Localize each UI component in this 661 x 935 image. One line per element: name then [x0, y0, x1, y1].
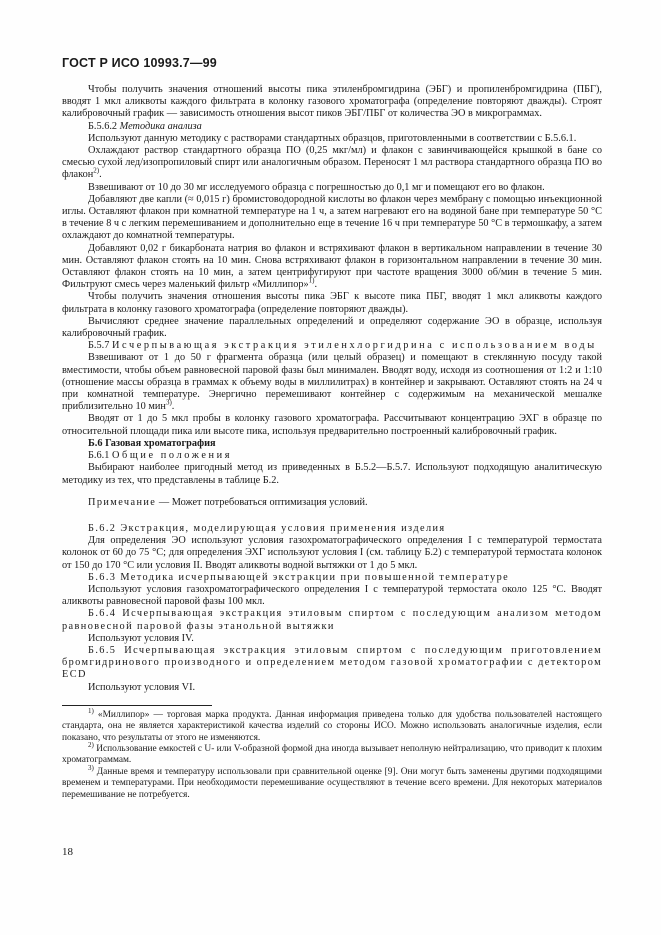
footnote-ref: 2) — [93, 167, 100, 175]
footnote-ref: 3) — [165, 398, 172, 407]
paragraph: Взвешивают от 10 до 30 мг исследуемого образца с погрешностью до 0,1 мг и помещают его во флакон. — [88, 181, 545, 193]
paragraph: Вычисляют среднее значение параллельных определений и определяют содержание ЭО в образце, используя калибровочный график. — [62, 315, 602, 340]
paragraph: Чтобы получить значения отношения высоты пика ЭБГ к высоте пика ПБГ, вводят 1 мкл аликвоты каждого фильтрата в колонку газового хроматографа (определение повторяют дважды). — [62, 291, 602, 315]
document-header: ГОСТ Р ИСО 10993.7—99 — [62, 56, 217, 70]
paragraph: Используют условия VI. — [88, 681, 196, 693]
paragraph: Взвешивают от 1 до 50 г фрагмента образца (или целый образец) и помещают в стеклянную посуду такой вместимости, чтобы объем равновесной паровой фазы был минимален. Вводят воду, исходя из соотношения от 1:2 и 1:10 (отношение массы образца в граммах к объему воды в миллилитрах) в контейнер и закрывают. Оставляют стоять на 24 ч при комнатной температуре. Энергично перемешивают контейнер с содержимым на механической мешалке приблизительно 10 мин$^{3)}$. — [62, 352, 602, 413]
paragraph: Выбирают наиболее пригодный метод из приведенных в Б.5.2—Б.5.7. Используют подходящую аналитическую методику из тех, что представлены в таблице Б.2. — [62, 462, 602, 486]
section-heading-b562: Б.5.6.2 Методика анализа — [88, 120, 202, 132]
paragraph: Используют данную методику с растворами стандартных образцов, приготовленными в соответствии с Б.5.6.1. — [88, 132, 577, 144]
section-heading-b61: Б.6.1 Общие положения — [88, 450, 233, 462]
document-body — [62, 84, 602, 801]
section-heading-b57: Б.5.7 Исчерпывающая экстракция этиленхлоргидрина с использованием воды — [88, 340, 597, 352]
note: Примечание — Может потребоваться оптимизация условий. — [88, 496, 368, 508]
paragraph: Используют условия IV. — [88, 632, 194, 644]
paragraph: Охлаждают раствор стандартного образца ПО (0,25 мкг/мл) и флакон с завинчивающейся крышкой в бане со смесью сухой лед/изопропиловый спирт или аналогичным образом. Переносят 1 мл раствора стандартного образца ПО во флакон$^{2)}$. — [62, 145, 602, 181]
paragraph: Добавляют 0,02 г бикарбоната натрия во флакон и встряхивают флакон в вертикальном направлении в течение 30 мин. Оставляют флакон стоять на 10 мин. Снова встряхивают флакон в горизонтальном направлении в течение 30 мин. Оставляют флакон стоять на 10 мин, а затем центрифугируют при частоте вращения 3000 об/мин в течение 5 мин. Фильтруют смесь через маленький фильтр «Миллипор»$^{1)}$. — [62, 242, 602, 291]
page-number: 18 — [62, 846, 73, 858]
footnote: $^{1)}$ «Миллипор» — торговая марка продукта. Данная информация приведена только для удобства пользователей настоящего стандарта, она не является характеристикой качества изделий со стороны ИСО. Можно использовать аналогичные изделия, если показано, что результаты от этого не изменяются. — [62, 706, 602, 743]
paragraph: Чтобы получить значения отношений высоты пика этиленбромгидрина (ЭБГ) и пропиленбромгидрина (ПБГ), вводят 1 мкл аликвоты каждого фильтрата в колонку газового хроматографа (определение повторяют дважды). Строят калибровочный график — зависимость отношения высот пиков ЭБГ/ПБГ от количества ЭО в микрограммах. — [62, 84, 602, 120]
paragraph: Вводят от 1 до 5 мкл пробы в колонку газового хроматографа. Рассчитывают концентрацию ЭХГ в образце по относительной площади пика или высоте пика, используя предварительно построенный калибровочный график. — [62, 413, 602, 437]
section-heading-b62: Б.6.2 Экстракция, моделирующая условия применения изделия — [88, 522, 446, 534]
section-heading-b65: Б.6.5 Исчерпывающая экстракция этиловым спиртом с последующим приготовлением бромгидринового производного и определением методом газовой хроматографии с детектором ECD — [62, 644, 602, 681]
section-heading-b63: Б.6.3 Методика исчерпывающей экстракции при повышенной температуре — [88, 571, 510, 583]
footnote-ref: 1) — [308, 276, 315, 285]
footnote-divider — [62, 705, 212, 706]
footnote: $^{3)}$ Данные время и температуру использовали при сравнительной оценке [9]. Они могут быть заменены другими подходящими временем и температурами. При необходимости перемешивание осуществляют в течение всего времени. Для некоторых материалов перемешивание не потребуется. — [62, 763, 602, 800]
paragraph: Используют условия газохроматографического определения I с температурой термостата около 125 °С. Вводят аликвоты равновесной паровой фазы 100 мкл. — [62, 583, 602, 608]
paragraph: Добавляют две капли (≈ 0,015 г) бромистоводородной кислоты во флакон через мембрану с помощью инъекционной иглы. Оставляют флакон при комнатной температуре на 1 ч, а затем нагревают его на водяной бане при температуре 50 °С в течение 8 ч с легким перемешиванием и дополнительно еще в течение 16 ч при температуре 50 °С в термошкафу, а затем охлаждают до комнатной температуры. — [62, 193, 602, 242]
section-heading-b6: Б.6 Газовая хроматография — [88, 437, 216, 449]
footnote: $^{2)}$ Использование емкостей с U- или V-образной формой дна иногда вызывает неполную нейтрализацию, что приводит к плохим хроматограммам. — [62, 740, 602, 766]
paragraph: Для определения ЭО используют условия газохроматографического определения I с температурой термостата колонок от 60 до 75 °С; для определения ЭХГ используют условия I (см. таблицу Б.2) с температурой термостата колонок от 150 до 170 °С или условия II. Вводят аликвоты водной вытяжки от 1 до 5 мкл. — [62, 535, 602, 571]
section-heading-b64: Б.6.4 Исчерпывающая экстракция этиловым спиртом с последующим анализом методом равновесной паровой фазы этанольной вытяжки — [62, 608, 602, 632]
